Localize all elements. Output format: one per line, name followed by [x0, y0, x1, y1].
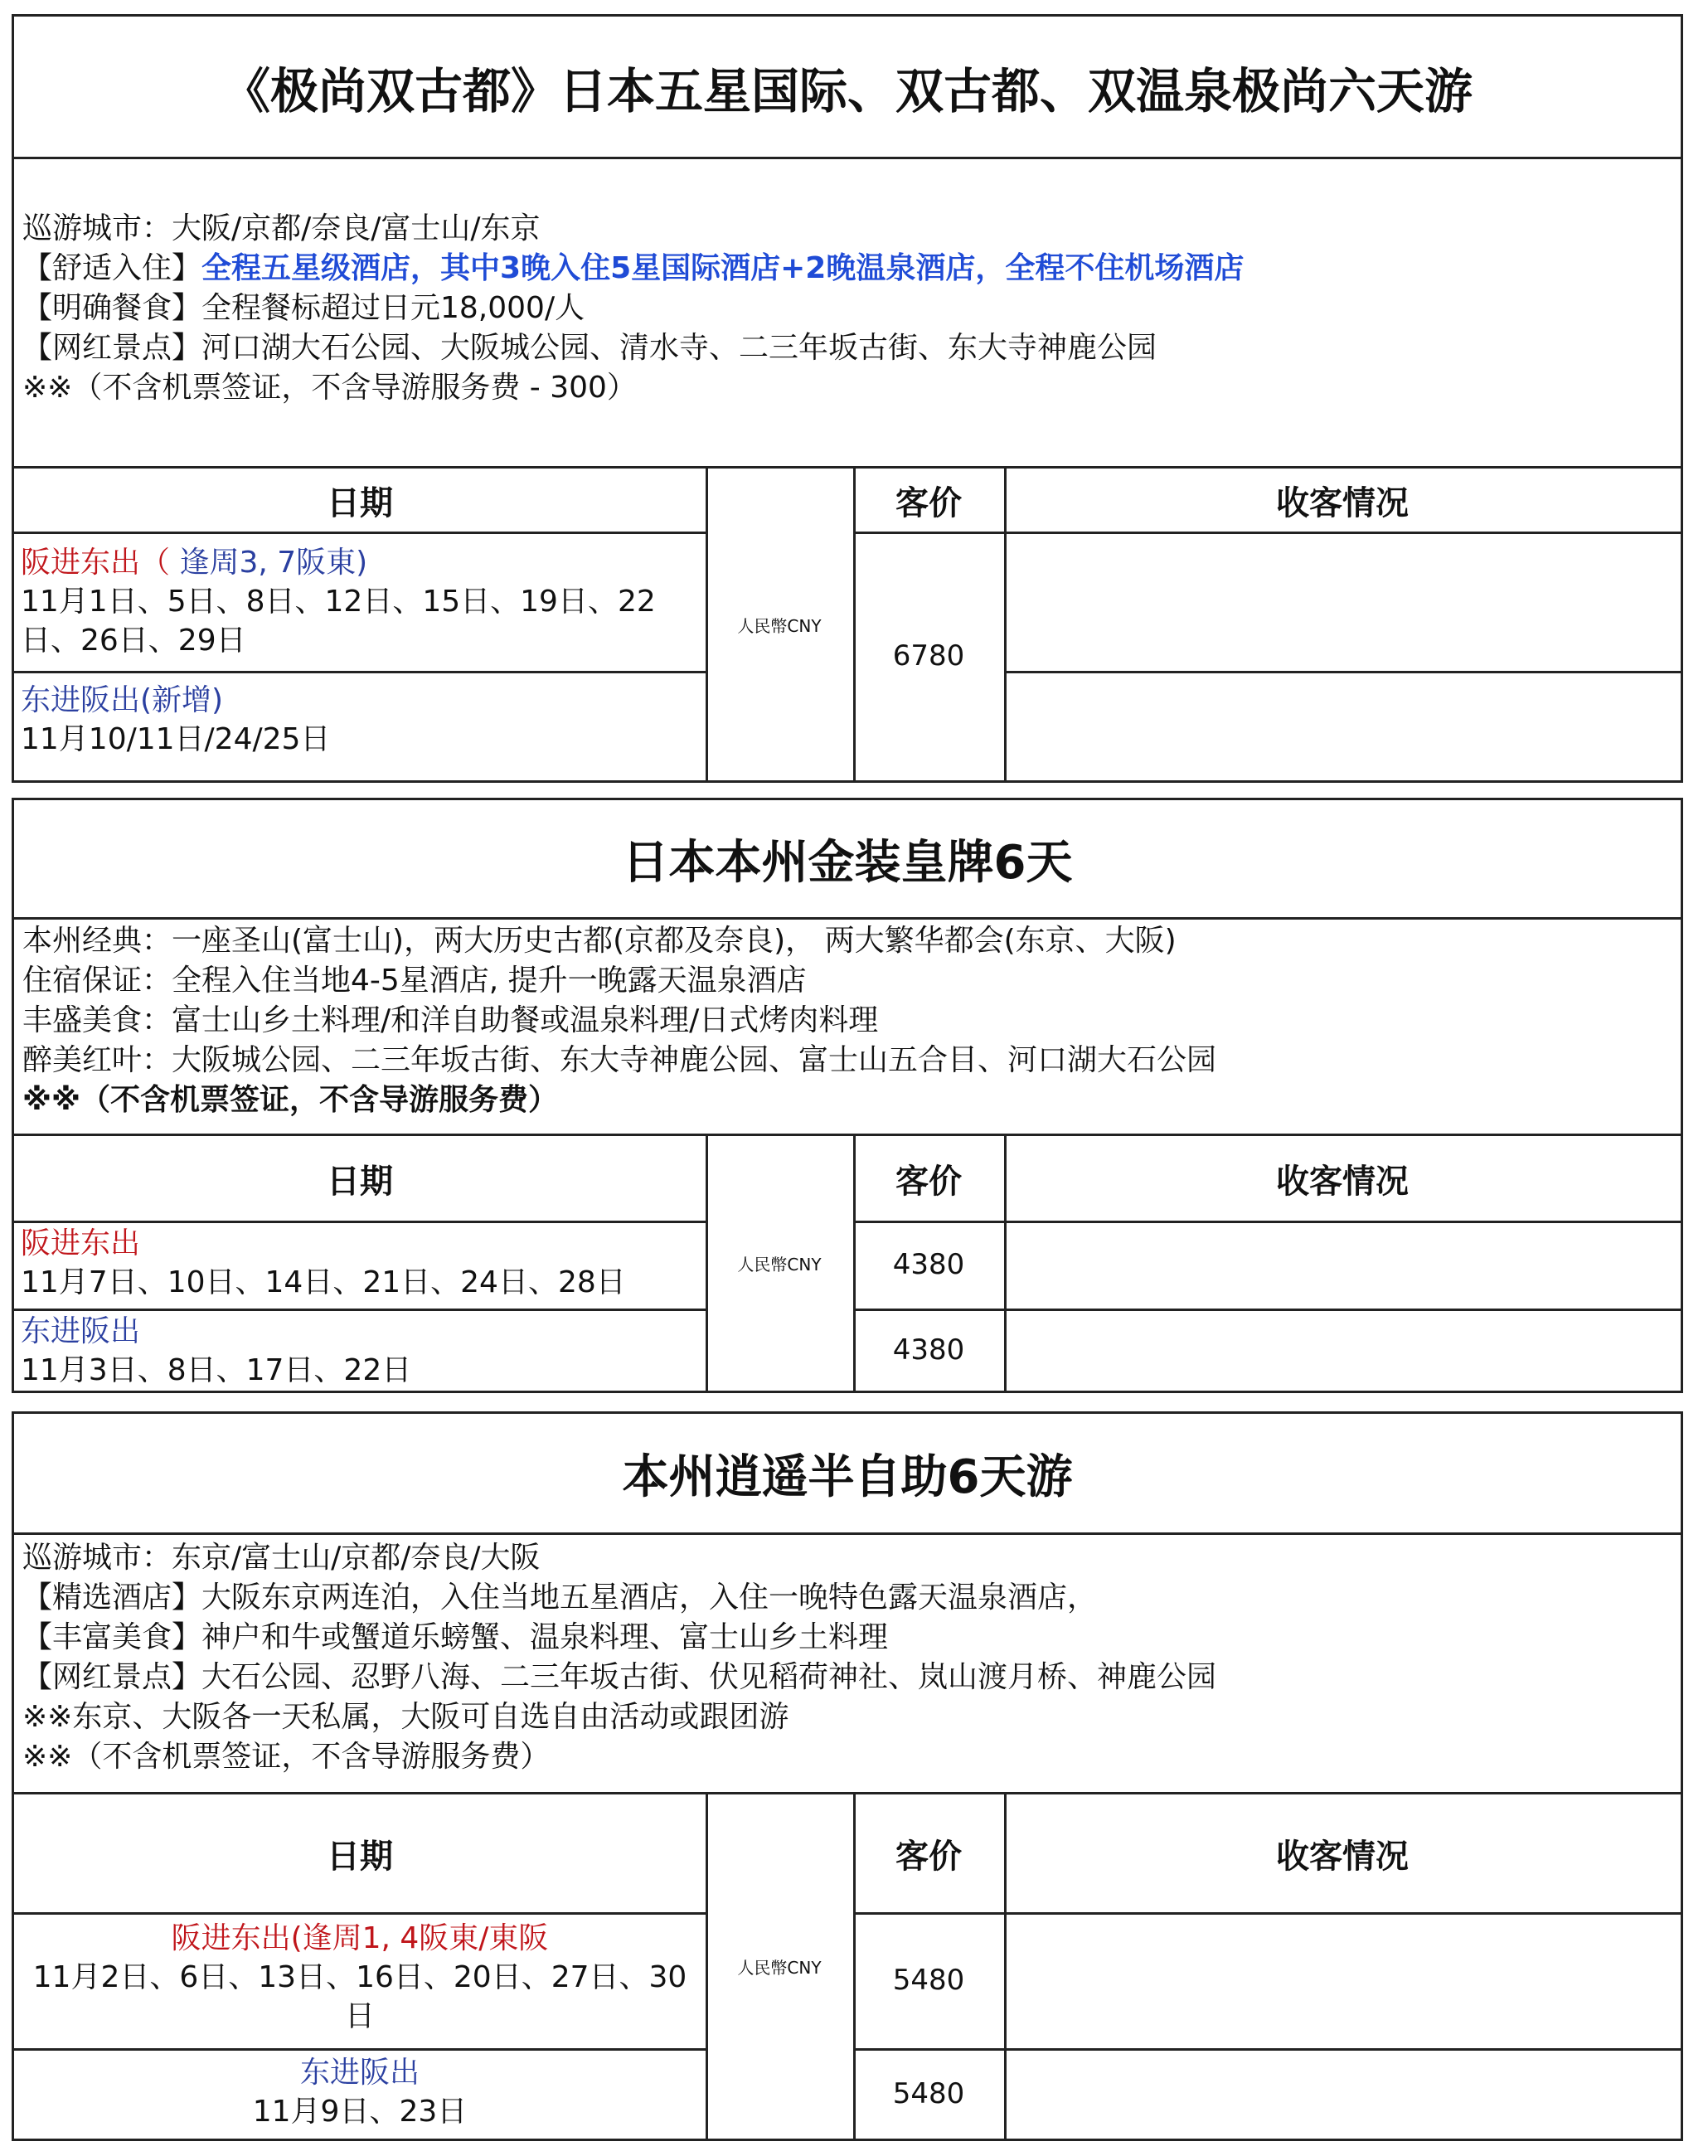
date-list-cont: 日	[344, 1999, 375, 2033]
info-line: 醉美红叶：大阪城公园、二三年坂古街、东大寺神鹿公园、富士山五合目、河口湖大石公园	[22, 1043, 1217, 1077]
tour-info	[14, 1538, 1681, 1777]
info-line: 住宿保证：全程入住当地4-5星酒店, 提升一晚露天温泉酒店	[22, 964, 807, 998]
info-line: ※※东京、大阪各一天私属，大阪可自选自由活动或跟团游	[22, 1700, 789, 1734]
date-row	[14, 1224, 694, 1302]
header-date: 日期	[327, 1162, 393, 1201]
hotel-highlight: 全程五星级酒店，其中3晚入住5星国际酒店+2晚温泉酒店，全程不住机场酒店	[201, 251, 1245, 285]
header-price: 客价	[895, 483, 962, 522]
date-row	[14, 1312, 694, 1390]
info-line: 【网红景点】河口湖大石公园、大阪城公园、清水寺、二三年坂古街、东大寺神鹿公园	[22, 331, 1157, 365]
currency-label: 人民幣CNY	[737, 615, 822, 636]
price-table	[14, 466, 1681, 780]
date-row	[14, 543, 694, 660]
header-status: 收客情况	[1276, 1837, 1409, 1876]
date-list: 11月10/11日/24/25日	[21, 722, 331, 756]
currency-label: 人民幣CNY	[737, 1958, 822, 1978]
date-list: 11月1日、5日、8日、12日、15日、19日、22日、26日、29日	[21, 585, 656, 658]
info-line: ※※（不含机票签证，不含导游服务费）	[22, 1740, 551, 1774]
route-label: 东进阪出	[21, 1314, 141, 1348]
tour-block-1	[12, 14, 1683, 783]
date-row	[14, 2053, 706, 2131]
info-line: 本州经典：一座圣山(富士山)，两大历史古都(京都及奈良)， 两大繁华都会(东京、大阪)	[22, 924, 1177, 958]
route-label: 东进阪出	[299, 2056, 420, 2090]
date-list: 11月3日、8日、17日、22日	[21, 1353, 412, 1387]
date-row	[14, 1919, 706, 2036]
info-line: ※※（不含机票签证，不含导游服务费 - 300）	[22, 371, 637, 405]
price-value: 4380	[892, 1248, 965, 1281]
price-value: 5480	[892, 1964, 965, 1997]
date-list: 11月2日、6日、13日、16日、20日、27日、30	[32, 1960, 687, 1994]
currency-label: 人民幣CNY	[737, 1255, 822, 1275]
tour-title: 日本本州金装皇牌6天	[14, 800, 1681, 920]
route-label: 阪进东出(逢周1, 4阪東/東阪	[171, 1921, 549, 1955]
header-price: 客价	[895, 1837, 962, 1876]
price-value: 6780	[892, 639, 965, 673]
info-line	[22, 249, 1681, 289]
info-line: 【精选酒店】大阪东京两连泊，入住当地五星酒店，入住一晚特色露天温泉酒店，	[22, 1581, 1098, 1615]
tour-info	[14, 209, 1681, 408]
date-list: 11月7日、10日、14日、21日、24日、28日	[21, 1265, 626, 1299]
route-label: 东进阪出(新增)	[21, 683, 224, 717]
header-date: 日期	[327, 1837, 393, 1876]
tour-info	[14, 921, 1681, 1120]
tour-title: 《极尚双古都》日本五星国际、双古都、双温泉极尚六天游	[14, 17, 1681, 159]
price-value: 5480	[892, 2076, 965, 2110]
price-value: 4380	[892, 1333, 965, 1367]
date-list: 11月9日、23日	[252, 2095, 468, 2129]
info-line: 巡游城市：大阪/京都/奈良/富士山/东京	[22, 211, 541, 245]
price-table	[14, 1792, 1681, 2139]
info-line: ※※（不含机票签证，不含导游服务费）	[22, 1083, 558, 1117]
header-date: 日期	[327, 483, 393, 522]
info-label: 【舒适入住】	[22, 251, 202, 285]
tour-block-2	[12, 798, 1683, 1393]
info-line: 【网红景点】大石公园、忍野八海、二三年坂古街、伏见稻荷神社、岚山渡月桥、神鹿公园	[22, 1660, 1217, 1694]
tour-title: 本州逍遥半自助6天游	[14, 1414, 1681, 1535]
info-line: 【明确餐食】全程餐标超过日元18,000/人	[22, 291, 585, 325]
info-line: 丰盛美食：富士山乡土料理/和洋自助餐或温泉料理/日式烤肉料理	[22, 1003, 879, 1037]
price-table	[14, 1134, 1681, 1391]
route-label: 阪进东出（ 逢周3, 7阪東)	[21, 546, 368, 580]
date-row	[14, 681, 694, 759]
info-line: 【丰富美食】神户和牛或蟹道乐螃蟹、温泉料理、富士山乡土料理	[22, 1620, 889, 1654]
header-status: 收客情况	[1276, 483, 1409, 522]
info-line: 巡游城市：东京/富士山/京都/奈良/大阪	[22, 1541, 541, 1575]
route-label: 阪进东出	[21, 1226, 141, 1260]
header-price: 客价	[895, 1162, 962, 1201]
header-status: 收客情况	[1276, 1162, 1409, 1201]
tour-block-3	[12, 1411, 1683, 2141]
